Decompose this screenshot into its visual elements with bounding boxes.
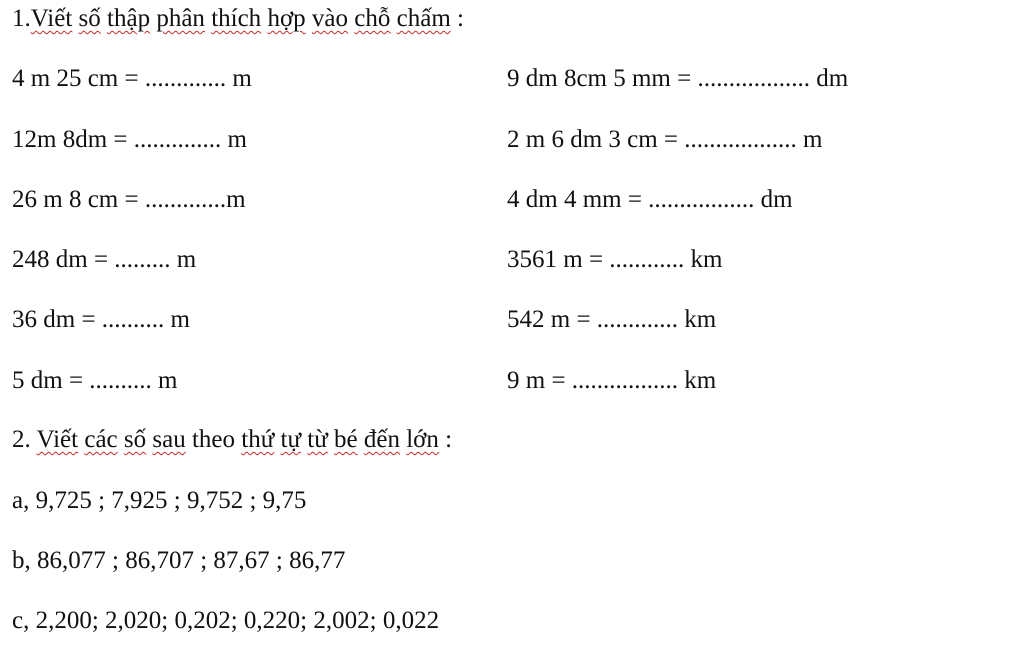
exercise-1-title-word: số [78, 5, 101, 32]
exercise-1-title-word: chấm [396, 5, 451, 32]
conversion-item: 5 dm = .......... m [12, 367, 178, 394]
conversion-item: 542 m = ............. km [507, 306, 717, 333]
ordering-item: a, 9,725 ; 7,925 ; 9,752 ; 9,75 [12, 487, 307, 514]
exercise-1-title-word: thích [211, 5, 262, 32]
conversion-item: 9 dm 8cm 5 mm = .................. dm [507, 65, 849, 92]
conversion-item: 36 dm = .......... m [12, 306, 190, 333]
exercise-1-number: 1. [12, 5, 31, 32]
exercise-2-number: 2. [12, 426, 37, 453]
ordering-item: b, 86,077 ; 86,707 ; 87,67 ; 86,77 [12, 547, 346, 574]
exercise-2-title-word: số [123, 426, 147, 453]
conversion-item: 4 dm 4 mm = ................. dm [507, 186, 793, 213]
exercise-2-title-word: từ [307, 426, 328, 453]
exercise-2-title-word: lớn [406, 426, 439, 453]
exercise-2-title-word: sau [152, 426, 186, 453]
exercise-1-title-word: Viết [30, 5, 73, 32]
exercise-2-title-word: bé [334, 426, 358, 453]
exercise-2-title-word: theo [191, 426, 236, 453]
exercise-2-title-word: các [84, 426, 118, 453]
conversion-item: 248 dm = ......... m [12, 246, 197, 273]
exercise-1-title-word: thập [107, 5, 151, 32]
conversion-item: 3561 m = ............ km [507, 246, 723, 273]
exercise-1-title-word: hợp [267, 5, 306, 32]
conversion-item: 26 m 8 cm = .............m [12, 186, 246, 213]
exercise-1-title-word: vào [311, 5, 349, 32]
conversion-item: 9 m = ................. km [507, 367, 717, 394]
exercise-1-title-word: phân [156, 5, 205, 32]
exercise-2-title-word: thứ [241, 426, 275, 453]
exercise-1-title-word: chỗ [354, 5, 391, 32]
exercise-1-heading [12, 4, 464, 34]
exercise-2-title-word: Viết [36, 426, 79, 453]
exercise-2-title-word: tự [280, 426, 302, 453]
conversion-item: 4 m 25 cm = ............. m [12, 65, 252, 92]
exercise-2-title-word: đến [363, 426, 400, 453]
exercise-2-heading [12, 425, 452, 455]
exercise-1-title-suffix: : [450, 5, 464, 32]
conversion-item: 2 m 6 dm 3 cm = .................. m [507, 126, 823, 153]
conversion-item: 12m 8dm = .............. m [12, 126, 247, 153]
ordering-item: c, 2,200; 2,020; 0,202; 0,220; 2,002; 0,022 [12, 607, 440, 634]
exercise-2-title-suffix: : [438, 426, 453, 453]
